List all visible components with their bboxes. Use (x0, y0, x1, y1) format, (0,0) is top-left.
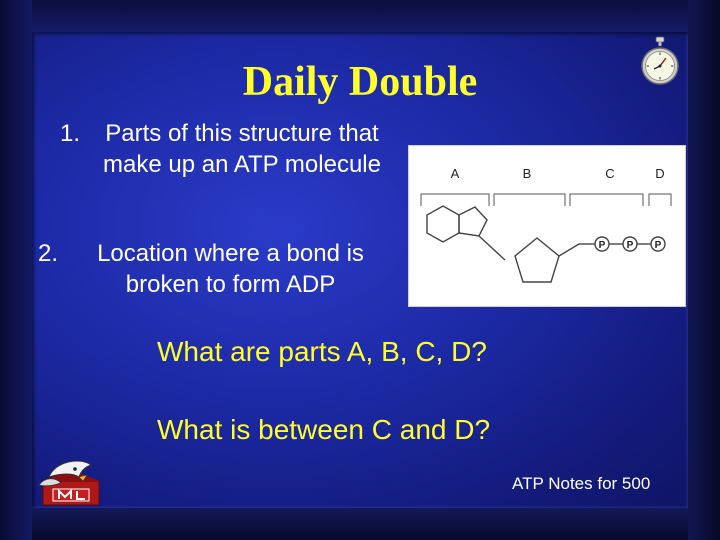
stopwatch-icon (640, 36, 680, 86)
slide-credit: ATP Notes for 500 (512, 474, 651, 493)
adenine-hexagon (427, 206, 459, 242)
slide-title: Daily Double (242, 59, 478, 105)
atp-structure-diagram (408, 145, 686, 307)
eagle-mascot-logo (35, 455, 105, 507)
phosphate-1-label: P (598, 240, 606, 251)
ribose-pentagon (515, 238, 559, 282)
question-2-number: 2. (38, 240, 59, 267)
question-1-text: Parts of this structure that make up an ATP molecule (103, 120, 381, 178)
phosphate-2-label: P (626, 240, 634, 251)
question-2-text: Location where a bond is broken to form ADP (97, 240, 364, 298)
question-1 (60, 118, 390, 180)
bracket-c (570, 194, 643, 206)
phosphate-3-label: P (654, 240, 662, 251)
question-1-number: 1. (60, 120, 81, 147)
diagram-label-c: C (605, 166, 615, 181)
frame-top (0, 0, 720, 32)
answer-1: What are parts A, B, C, D? (157, 336, 487, 367)
adenine-pentagon (459, 207, 487, 236)
bracket-b (494, 194, 565, 206)
frame-bottom (0, 508, 720, 540)
bracket-a (421, 194, 489, 206)
question-2 (38, 238, 408, 300)
diagram-label-d: D (655, 166, 665, 181)
bracket-d (649, 194, 671, 206)
diagram-label-a: A (450, 166, 460, 181)
diagram-label-b: B (522, 166, 532, 181)
answer-2: What is between C and D? (157, 414, 491, 445)
